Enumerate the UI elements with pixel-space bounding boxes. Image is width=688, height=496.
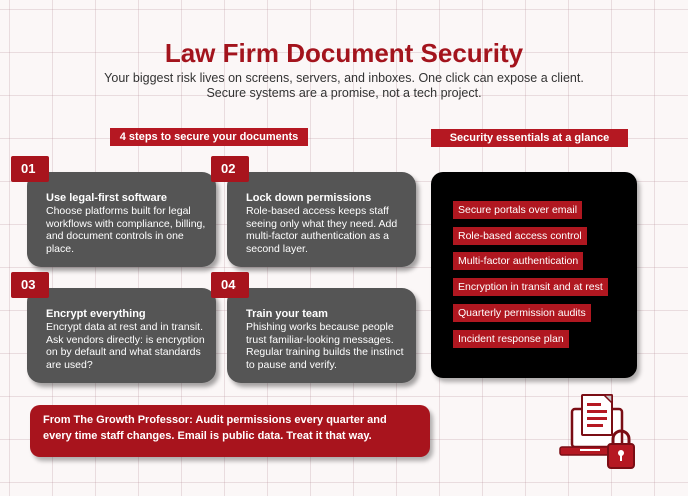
step-number-badge: 01 [11, 156, 49, 182]
essentials-section-label: Security essentials at a glance [431, 129, 628, 147]
step-description: Choose platforms built for legal workflows with compliance, billing, and document controls in one place. [46, 205, 206, 255]
step-number-badge: 04 [211, 272, 249, 298]
subtitle-line-2: Secure systems are a promise, not a tech project. [206, 86, 482, 100]
step-title: Lock down permissions [246, 192, 372, 204]
steps-section-label: 4 steps to secure your documents [110, 128, 308, 146]
step-number-badge: 02 [211, 156, 249, 182]
essential-item: Encryption in transit and at rest [453, 278, 608, 296]
essential-item: Quarterly permission audits [453, 304, 591, 322]
step-description: Encrypt data at rest and in transit. Ask vendors directly: is encryption on by default and what standards are used? [46, 321, 205, 371]
subtitle-line-1: Your biggest risk lives on screens, servers, and inboxes. One click can expose a client. [104, 71, 584, 85]
step-description: Role-based access keeps staff seeing only what they need. Add multi-factor authentication as a second layer. [246, 205, 398, 255]
document-security-lock-icon [558, 393, 642, 471]
step-title: Encrypt everything [46, 308, 146, 320]
essentials-panel [431, 172, 637, 378]
step-title: Train your team [246, 308, 328, 320]
step-card-2 [221, 161, 416, 267]
step-card-3 [21, 277, 216, 383]
step-description: Phishing works because people trust familiar-looking messages. Regular training builds the instinct to pause and verify. [246, 321, 404, 371]
essential-item: Secure portals over email [453, 201, 582, 219]
step-card-4 [221, 277, 416, 383]
step-card-1 [21, 161, 216, 267]
essential-item: Incident response plan [453, 330, 569, 348]
page-subtitle [60, 71, 628, 101]
growth-professor-callout: From The Growth Professor: Audit permissions every quarter and every time staff changes. Email is public data. Treat it that way. [30, 405, 430, 457]
essential-item: Role-based access control [453, 227, 587, 245]
essential-item: Multi-factor authentication [453, 252, 583, 270]
page-title: Law Firm Document Security [164, 38, 524, 68]
step-number-badge: 03 [11, 272, 49, 298]
step-title: Use legal-first software [46, 192, 168, 204]
